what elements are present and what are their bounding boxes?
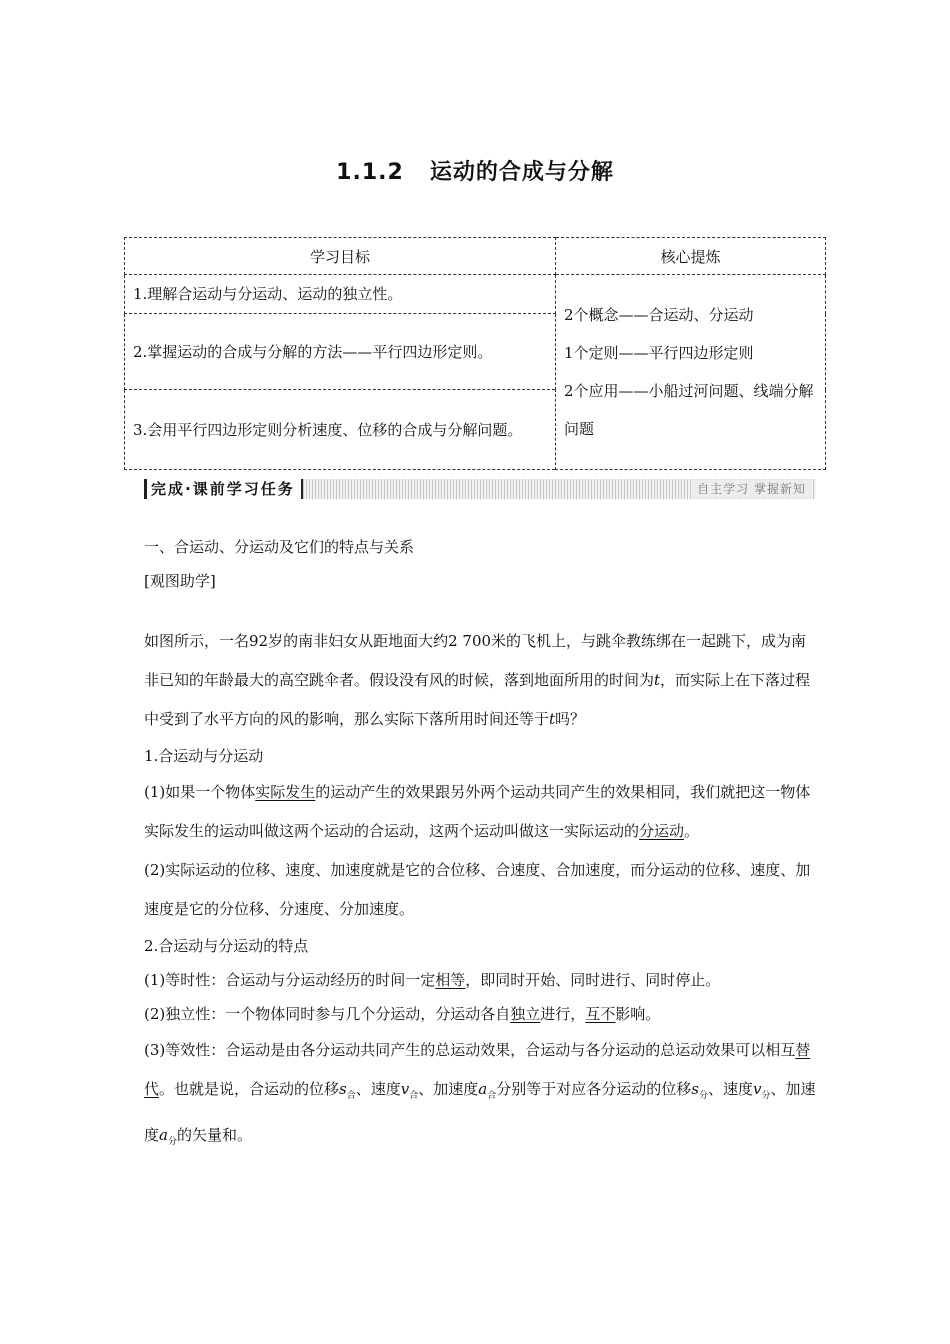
blank-answer: 实际发生 bbox=[255, 783, 316, 801]
objectives-table bbox=[124, 237, 826, 470]
blank-answer: 互不 bbox=[585, 1005, 616, 1023]
paragraph-1: (1)如果一个物体实际发生的运动产生的效果跟另外两个运动共同产生的效果相同，我们就把这一物体实际发生的运动叫做这两个运动的合运动，这两个运动叫做这一实际运动的分运动。 bbox=[144, 783, 811, 840]
core-item-2: 1个定则——平行四边形定则 bbox=[564, 344, 754, 362]
figure-tag: [观图助学] bbox=[144, 572, 216, 590]
section-number: 1.1.2 bbox=[336, 160, 404, 185]
core-item-1: 2个概念——合运动、分运动 bbox=[564, 306, 754, 324]
goal-1: 1.理解合运动与分运动、运动的独立性。 bbox=[125, 275, 556, 314]
paragraph-2: (2)实际运动的位移、速度、加速度就是它的合位移、合速度、合加速度，而分运动的位移、速度、加速度是它的分位移、分速度、分加速度。 bbox=[144, 861, 811, 918]
section-heading: 一、合运动、分运动及它们的特点与关系 bbox=[144, 538, 415, 556]
goal-3: 3.会用平行四边形定则分析速度、位移的合成与分解问题。 bbox=[125, 390, 556, 470]
intro-paragraph: 如图所示，一名92岁的南非妇女从距地面大约2 700米的飞机上，与跳伞教练绑在一起跳下，成为南非已知的年龄最大的高空跳伞者。假设没有风的时候，落到地面所用的时间为t，而实际上在下落过程中受到了水平方向的风的影响，那么实际下落所用时间还等于t吗？ bbox=[144, 632, 811, 728]
point-1: (1)等时性：合运动与分运动经历的时间一定相等，即同时开始、同时进行、同时停止。 bbox=[144, 971, 721, 989]
core-summary bbox=[556, 275, 826, 470]
banner-label: 完成·课前学习任务 bbox=[144, 479, 303, 499]
page-title bbox=[0, 155, 950, 186]
blank-answer: 分运动 bbox=[639, 822, 685, 840]
section-banner bbox=[144, 479, 816, 499]
banner-tagline: 自主学习 掌握新知 bbox=[691, 480, 812, 498]
section-title: 运动的合成与分解 bbox=[429, 160, 614, 185]
blank-answer: 替代 bbox=[144, 1041, 811, 1098]
goal-2: 2.掌握运动的合成与分解的方法——平行四边形定则。 bbox=[125, 314, 556, 390]
blank-answer: 独立 bbox=[510, 1005, 541, 1023]
subheading-1: 1.合运动与分运动 bbox=[144, 747, 264, 765]
subheading-2: 2.合运动与分运动的特点 bbox=[144, 937, 309, 955]
point-3: (3)等效性：合运动是由各分运动共同产生的总运动效果，合运动与各分运动的总运动效果可以相互替代。也就是说，合运动的位移$s_合$、速度$v_合$、加速度$a_合$分别等于对应各分运动的位移$s_分$、速度$v_分$、加速度$a_分$的矢量和。 bbox=[144, 1041, 816, 1147]
header-core: 核心提炼 bbox=[556, 238, 826, 275]
header-goals: 学习目标 bbox=[125, 238, 556, 275]
content-body bbox=[144, 530, 820, 1162]
core-item-3: 2个应用——小船过河问题、线端分解问题 bbox=[564, 382, 814, 438]
blank-answer: 相等 bbox=[435, 971, 466, 989]
point-2: (2)独立性：一个物体同时参与几个分运动，分运动各自独立进行，互不影响。 bbox=[144, 1005, 661, 1023]
